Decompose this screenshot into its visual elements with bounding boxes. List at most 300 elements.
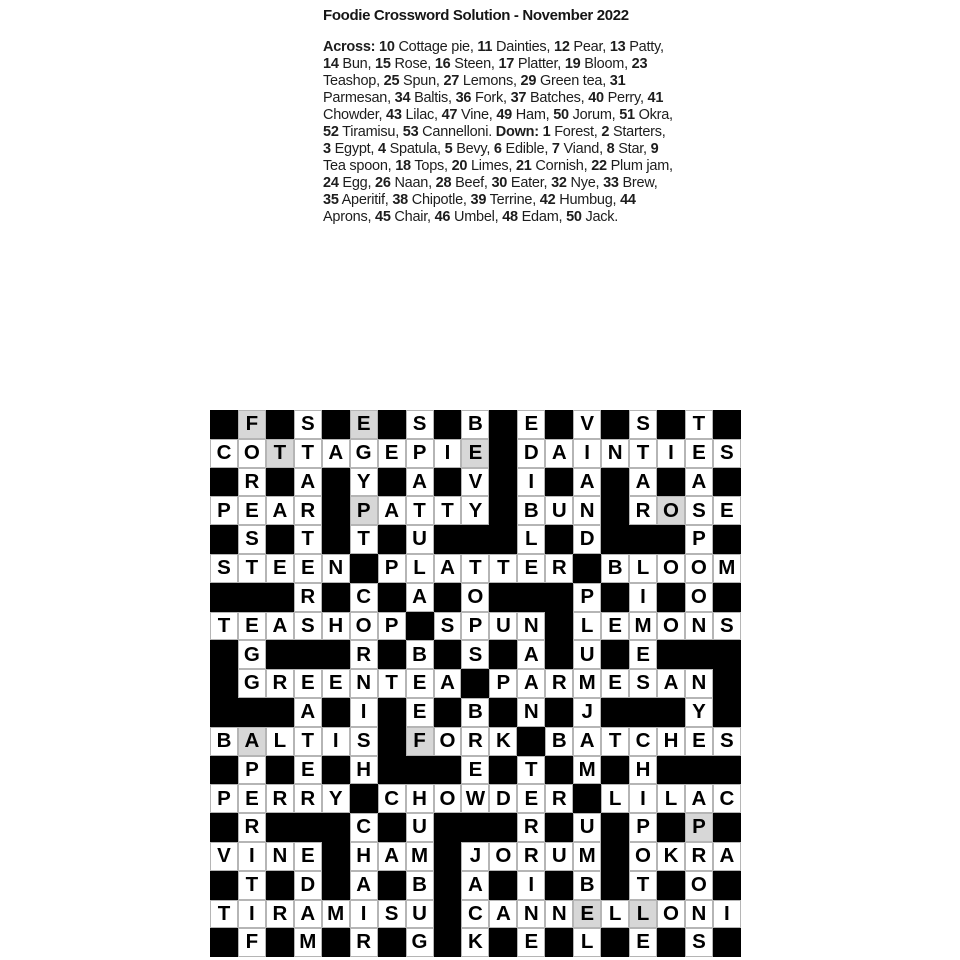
grid-cell: L: [266, 727, 294, 756]
grid-cell: H: [629, 756, 657, 785]
grid-cell-black: [210, 698, 238, 727]
grid-cell-black: [434, 583, 462, 612]
grid-cell: N: [517, 900, 545, 929]
clue-number: 3: [323, 140, 331, 157]
grid-cell: I: [517, 871, 545, 900]
grid-cell-black: [210, 410, 238, 439]
grid-cell: T: [294, 525, 322, 554]
grid-cell: Y: [350, 468, 378, 497]
grid-cell: M: [573, 756, 601, 785]
grid-cell: E: [629, 928, 657, 957]
grid-cell: S: [434, 612, 462, 641]
grid-cell-black: [517, 583, 545, 612]
grid-cell: E: [601, 669, 629, 698]
clue-number: 33: [603, 174, 619, 191]
grid-cell-black: [657, 756, 685, 785]
grid-cell-black: [489, 928, 517, 957]
grid-cell-black: [545, 640, 573, 669]
grid-cell: N: [517, 698, 545, 727]
grid-cell-black: [266, 583, 294, 612]
grid-cell: A: [573, 727, 601, 756]
grid-cell: B: [545, 727, 573, 756]
grid-cell-black: [489, 871, 517, 900]
grid-cell: L: [629, 554, 657, 583]
grid-cell-black: [210, 669, 238, 698]
clue-number: 12: [554, 38, 570, 55]
grid-cell-black: [545, 612, 573, 641]
grid-cell: A: [545, 439, 573, 468]
grid-cell-black: [601, 813, 629, 842]
grid-cell: V: [573, 410, 601, 439]
grid-cell: R: [238, 813, 266, 842]
grid-cell: R: [266, 784, 294, 813]
grid-cell: P: [573, 583, 601, 612]
clue-number: 40: [588, 89, 604, 106]
clue-number: 52: [323, 123, 339, 140]
grid-cell: T: [210, 900, 238, 929]
grid-cell: U: [573, 813, 601, 842]
grid-cell: V: [461, 468, 489, 497]
grid-cell: O: [434, 784, 462, 813]
grid-cell-black: [266, 640, 294, 669]
grid-cell: E: [517, 928, 545, 957]
grid-cell: T: [238, 871, 266, 900]
grid-cell-black: [573, 554, 601, 583]
grid-cell: T: [210, 612, 238, 641]
grid-cell: P: [461, 612, 489, 641]
grid-cell-black: [657, 410, 685, 439]
grid-cell-black: [713, 698, 741, 727]
clue-number: 50: [553, 106, 569, 123]
section-label: Down:: [495, 123, 539, 140]
grid-cell-black: [545, 928, 573, 957]
clue-number: 29: [520, 72, 537, 89]
clue-number: 38: [392, 191, 408, 208]
grid-cell: A: [350, 871, 378, 900]
grid-cell: A: [266, 496, 294, 525]
grid-cell-black: [266, 928, 294, 957]
grid-cell: A: [573, 468, 601, 497]
clue-number: 44: [620, 191, 636, 208]
clue-number: 35: [323, 191, 339, 208]
grid-cell: T: [294, 439, 322, 468]
grid-cell: N: [517, 612, 545, 641]
grid-cell: A: [461, 871, 489, 900]
grid-cell: L: [601, 900, 629, 929]
grid-cell-black: [322, 640, 350, 669]
grid-cell-black: [378, 468, 406, 497]
grid-cell-black: [266, 525, 294, 554]
grid-cell: F: [238, 928, 266, 957]
grid-cell-black: [434, 900, 462, 929]
grid-cell: A: [434, 669, 462, 698]
grid-cell: J: [573, 698, 601, 727]
grid-cell: D: [294, 871, 322, 900]
clue-number: 17: [498, 55, 515, 72]
grid-cell: A: [517, 640, 545, 669]
grid-cell: O: [657, 900, 685, 929]
grid-cell-shaded: A: [238, 727, 266, 756]
grid-cell: R: [266, 900, 294, 929]
clue-number: 14: [323, 55, 339, 72]
grid-cell: E: [517, 554, 545, 583]
clue-number: 19: [564, 55, 581, 72]
grid-cell: B: [461, 410, 489, 439]
grid-cell: R: [545, 554, 573, 583]
grid-cell: R: [517, 842, 545, 871]
grid-cell: O: [657, 554, 685, 583]
clue-number: 6: [493, 140, 502, 157]
grid-cell-black: [713, 525, 741, 554]
grid-cell-black: [238, 698, 266, 727]
grid-cell-black: [322, 583, 350, 612]
grid-cell-black: [489, 813, 517, 842]
grid-cell-black: [545, 468, 573, 497]
grid-cell: H: [350, 756, 378, 785]
clue-number: 45: [375, 208, 391, 225]
grid-cell: K: [489, 727, 517, 756]
grid-cell: I: [573, 439, 601, 468]
grid-cell: A: [378, 842, 406, 871]
grid-cell: B: [406, 640, 434, 669]
grid-cell-black: [657, 525, 685, 554]
grid-cell-shaded: T: [266, 439, 294, 468]
grid-cell: T: [517, 756, 545, 785]
grid-cell: A: [489, 900, 517, 929]
grid-cell: I: [629, 583, 657, 612]
grid-cell-black: [322, 842, 350, 871]
grid-cell-shaded: E: [573, 900, 601, 929]
grid-cell: Y: [322, 784, 350, 813]
grid-cell-black: [545, 756, 573, 785]
clue-number: 25: [383, 72, 400, 89]
grid-cell: M: [629, 612, 657, 641]
grid-cell-black: [489, 640, 517, 669]
grid-cell-black: [601, 583, 629, 612]
grid-cell: G: [350, 439, 378, 468]
grid-cell: J: [461, 842, 489, 871]
grid-cell-black: [545, 698, 573, 727]
grid-cell: O: [685, 554, 713, 583]
grid-cell: R: [238, 468, 266, 497]
grid-cell-black: [573, 784, 601, 813]
grid-cell: A: [294, 900, 322, 929]
grid-cell-black: [601, 640, 629, 669]
grid-cell: B: [461, 698, 489, 727]
grid-cell: M: [713, 554, 741, 583]
grid-cell: T: [685, 410, 713, 439]
grid-cell-black: [378, 727, 406, 756]
grid-cell-black: [434, 698, 462, 727]
grid-cell: N: [573, 496, 601, 525]
grid-cell: E: [294, 756, 322, 785]
grid-cell-black: [489, 468, 517, 497]
grid-cell-black: [378, 525, 406, 554]
grid-cell-black: [601, 496, 629, 525]
grid-cell: E: [629, 640, 657, 669]
grid-cell-black: [489, 583, 517, 612]
grid-cell: A: [434, 554, 462, 583]
grid-cell-black: [210, 756, 238, 785]
clue-number: 18: [395, 157, 411, 174]
clue-number: 7: [551, 140, 560, 157]
grid-cell: G: [238, 669, 266, 698]
grid-cell-black: [378, 583, 406, 612]
grid-cell: W: [461, 784, 489, 813]
grid-cell: L: [657, 784, 685, 813]
grid-cell: O: [489, 842, 517, 871]
grid-cell-black: [657, 813, 685, 842]
grid-cell: I: [713, 900, 741, 929]
grid-cell: A: [685, 784, 713, 813]
grid-cell: E: [294, 554, 322, 583]
grid-cell-black: [434, 842, 462, 871]
grid-cell: S: [378, 900, 406, 929]
grid-cell: D: [489, 784, 517, 813]
grid-cell: P: [489, 669, 517, 698]
grid-cell-black: [378, 813, 406, 842]
clue-number: 10: [379, 38, 395, 55]
grid-cell-black: [322, 813, 350, 842]
grid-cell: E: [406, 669, 434, 698]
grid-cell: T: [629, 871, 657, 900]
grid-cell: A: [406, 583, 434, 612]
grid-cell-black: [489, 439, 517, 468]
clue-number: 23: [631, 55, 648, 72]
grid-cell-black: [434, 640, 462, 669]
grid-cell: U: [545, 842, 573, 871]
solution-header: [323, 7, 673, 240]
grid-cell: I: [350, 900, 378, 929]
grid-cell: N: [685, 669, 713, 698]
clue-number: 42: [539, 191, 556, 208]
grid-cell: O: [434, 727, 462, 756]
grid-cell-black: [461, 669, 489, 698]
grid-cell-black: [378, 698, 406, 727]
grid-cell: R: [545, 784, 573, 813]
grid-cell: E: [322, 669, 350, 698]
grid-cell: I: [517, 468, 545, 497]
grid-cell: N: [266, 842, 294, 871]
grid-cell-black: [266, 468, 294, 497]
grid-cell: H: [350, 842, 378, 871]
clue-number: 22: [591, 157, 607, 174]
grid-cell: S: [461, 640, 489, 669]
grid-cell: B: [517, 496, 545, 525]
grid-cell: G: [238, 640, 266, 669]
grid-cell-black: [657, 468, 685, 497]
grid-cell-shaded: P: [685, 813, 713, 842]
grid-cell-black: [294, 640, 322, 669]
grid-cell: E: [461, 756, 489, 785]
grid-cell-black: [266, 410, 294, 439]
clue-number: 27: [443, 72, 460, 89]
grid-cell: A: [713, 842, 741, 871]
grid-cell-black: [713, 871, 741, 900]
grid-cell: M: [406, 842, 434, 871]
grid-cell: A: [294, 468, 322, 497]
crossword-grid: [210, 410, 741, 957]
grid-cell-black: [322, 871, 350, 900]
clue-number: 28: [435, 174, 452, 191]
grid-cell: A: [629, 468, 657, 497]
grid-cell-black: [713, 583, 741, 612]
grid-cell-black: [489, 496, 517, 525]
grid-cell: I: [238, 900, 266, 929]
grid-cell: I: [657, 439, 685, 468]
grid-cell: R: [461, 727, 489, 756]
clue-number: 46: [434, 208, 451, 225]
clue-number: 41: [647, 89, 664, 106]
grid-cell: T: [294, 727, 322, 756]
grid-cell: O: [238, 439, 266, 468]
grid-cell: T: [238, 554, 266, 583]
clue-number: 16: [434, 55, 451, 72]
grid-cell: E: [238, 496, 266, 525]
grid-cell-black: [434, 813, 462, 842]
grid-cell: S: [238, 525, 266, 554]
grid-cell: U: [406, 813, 434, 842]
grid-cell: T: [461, 554, 489, 583]
grid-cell: C: [629, 727, 657, 756]
clue-number: 8: [606, 140, 615, 157]
grid-cell: M: [573, 669, 601, 698]
grid-cell: C: [350, 583, 378, 612]
grid-cell-shaded: P: [350, 496, 378, 525]
grid-cell: B: [210, 727, 238, 756]
clue-number: 34: [394, 89, 411, 106]
grid-cell: R: [629, 496, 657, 525]
grid-cell: Y: [461, 496, 489, 525]
grid-cell: P: [629, 813, 657, 842]
grid-cell: P: [210, 784, 238, 813]
grid-cell-black: [266, 813, 294, 842]
grid-cell-black: [489, 698, 517, 727]
grid-cell-black: [322, 468, 350, 497]
grid-cell: R: [294, 496, 322, 525]
grid-cell-black: [294, 813, 322, 842]
clue-number: 1: [542, 123, 551, 140]
grid-cell: E: [294, 842, 322, 871]
clue-number: 37: [510, 89, 527, 106]
grid-cell: A: [685, 468, 713, 497]
grid-cell: S: [713, 439, 741, 468]
grid-cell: R: [294, 583, 322, 612]
clue-number: 36: [455, 89, 472, 106]
grid-cell-black: [210, 583, 238, 612]
grid-cell-black: [545, 525, 573, 554]
page-title: Foodie Crossword Solution - November 2022: [323, 7, 629, 24]
grid-cell: C: [713, 784, 741, 813]
grid-cell-shaded: F: [406, 727, 434, 756]
grid-cell: S: [685, 496, 713, 525]
grid-cell: R: [350, 640, 378, 669]
grid-cell-black: [713, 410, 741, 439]
grid-cell: G: [406, 928, 434, 957]
grid-cell-black: [266, 698, 294, 727]
grid-cell: B: [573, 871, 601, 900]
grid-cell: S: [294, 410, 322, 439]
grid-cell: I: [238, 842, 266, 871]
grid-cell: K: [657, 842, 685, 871]
grid-cell-black: [434, 756, 462, 785]
grid-cell-black: [489, 525, 517, 554]
grid-cell: I: [350, 698, 378, 727]
grid-cell-shaded: E: [350, 410, 378, 439]
grid-cell: B: [601, 554, 629, 583]
grid-cell: E: [713, 496, 741, 525]
grid-cell-black: [657, 698, 685, 727]
grid-cell-black: [378, 756, 406, 785]
grid-cell: T: [350, 525, 378, 554]
grid-cell-black: [657, 871, 685, 900]
grid-cell-black: [657, 583, 685, 612]
grid-cell-shaded: O: [657, 496, 685, 525]
grid-cell-black: [545, 871, 573, 900]
grid-cell-black: [629, 525, 657, 554]
grid-cell-black: [545, 813, 573, 842]
grid-cell: S: [350, 727, 378, 756]
clue-number: 43: [386, 106, 402, 123]
grid-cell: H: [406, 784, 434, 813]
grid-cell: B: [406, 871, 434, 900]
grid-cell: T: [378, 669, 406, 698]
grid-cell: O: [350, 612, 378, 641]
grid-cell-black: [210, 871, 238, 900]
grid-cell: D: [517, 439, 545, 468]
grid-cell: D: [573, 525, 601, 554]
grid-cell-black: [657, 928, 685, 957]
clue-number: 13: [609, 38, 626, 55]
grid-cell: C: [461, 900, 489, 929]
grid-cell: P: [210, 496, 238, 525]
grid-cell-black: [434, 468, 462, 497]
grid-cell: V: [210, 842, 238, 871]
clue-number: 32: [551, 174, 567, 191]
grid-cell: R: [294, 784, 322, 813]
grid-cell-black: [713, 640, 741, 669]
grid-cell-black: [434, 871, 462, 900]
grid-cell: O: [685, 583, 713, 612]
grid-cell-black: [406, 612, 434, 641]
grid-cell: S: [210, 554, 238, 583]
grid-cell: U: [406, 525, 434, 554]
grid-cell: E: [266, 554, 294, 583]
grid-cell: S: [406, 410, 434, 439]
grid-cell-black: [629, 698, 657, 727]
grid-cell: R: [685, 842, 713, 871]
grid-cell: U: [573, 640, 601, 669]
clue-number: 11: [477, 38, 493, 55]
grid-cell-black: [434, 928, 462, 957]
grid-cell: R: [517, 813, 545, 842]
grid-cell-black: [434, 410, 462, 439]
grid-cell-black: [378, 410, 406, 439]
clue-number: 21: [515, 157, 532, 174]
clue-number: 24: [323, 174, 339, 191]
grid-cell: E: [238, 784, 266, 813]
grid-cell: R: [545, 669, 573, 698]
grid-cell: T: [489, 554, 517, 583]
grid-cell-shaded: E: [461, 439, 489, 468]
grid-cell-black: [713, 756, 741, 785]
grid-cell-black: [322, 410, 350, 439]
grid-cell-black: [545, 583, 573, 612]
grid-cell: A: [322, 439, 350, 468]
grid-cell: S: [294, 612, 322, 641]
grid-cell: A: [406, 468, 434, 497]
grid-cell: P: [378, 554, 406, 583]
